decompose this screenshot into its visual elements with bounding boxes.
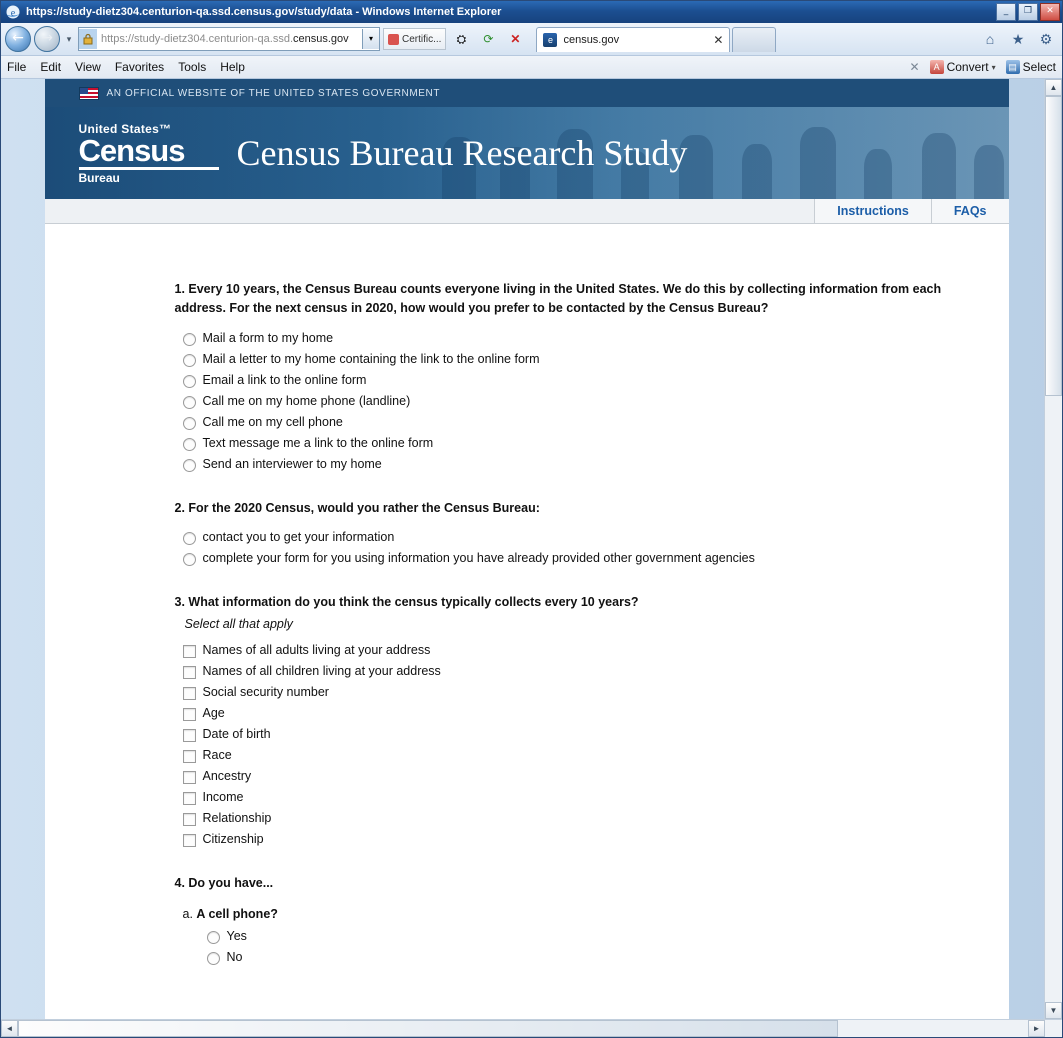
radio-icon[interactable] (183, 333, 196, 346)
horizontal-scroll-track[interactable] (18, 1020, 1028, 1037)
question-1-option-7[interactable] (183, 455, 1009, 473)
command-bar (910, 60, 1056, 74)
select-icon: ▤ (1006, 60, 1020, 74)
web-page (45, 79, 1009, 1019)
page-viewport (1, 79, 1044, 1019)
page-title: Census Bureau Research Study (236, 133, 688, 173)
checkbox-icon[interactable] (183, 666, 196, 679)
checkbox-icon[interactable] (183, 708, 196, 721)
checkbox-icon[interactable] (183, 687, 196, 700)
navbar-right-icons (978, 27, 1058, 51)
scroll-left-button[interactable]: ◄ (1, 1020, 18, 1037)
window-title: https://study-dietz304.centurion-qa.ssd.census.gov/study/data - Windows Internet Explorer (26, 6, 502, 18)
convert-label: Convert (946, 60, 989, 74)
question-3-option-3[interactable] (183, 683, 1009, 701)
vertical-scroll-track[interactable] (1045, 96, 1062, 1002)
address-bar[interactable] (78, 27, 380, 51)
menu-item-favorites[interactable]: Favorites (114, 60, 165, 74)
option-label: Names of all children living at your address (202, 663, 441, 678)
option-label: Date of birth (202, 726, 271, 741)
tab-close-icon[interactable]: ✕ (713, 32, 724, 47)
option-label: Send an interviewer to my home (202, 456, 382, 471)
question-1-option-1[interactable] (183, 329, 1009, 347)
government-banner-text: AN OFFICIAL WEBSITE OF THE UNITED STATES GOVERNMENT (106, 87, 441, 99)
question-3-option-10[interactable] (183, 830, 1009, 848)
checkbox-icon[interactable] (183, 729, 196, 742)
select-label: Select (1022, 60, 1056, 74)
option-label: Names of all adults living at your address (202, 642, 431, 657)
svg-text:e: e (10, 8, 16, 19)
question-2 (175, 499, 1009, 567)
radio-icon[interactable] (183, 375, 196, 388)
tab-strip (536, 27, 776, 52)
option-label: Income (202, 789, 244, 804)
lock-icon (79, 29, 97, 49)
command-close-icon[interactable]: ✕ (909, 60, 920, 74)
option-label: Citizenship (202, 831, 264, 846)
radio-icon[interactable] (183, 438, 196, 451)
question-3-option-2[interactable] (183, 662, 1009, 680)
menu-item-view[interactable]: View (75, 60, 101, 74)
title-bar (1, 1, 1062, 23)
scrollbar-corner (1045, 1020, 1062, 1037)
radio-icon[interactable] (183, 553, 196, 566)
checkbox-icon[interactable] (183, 813, 196, 826)
option-label: Mail a form to my home (202, 330, 334, 345)
question-4 (175, 874, 1009, 966)
question-3-option-1[interactable] (183, 641, 1009, 659)
question-1-option-6[interactable] (183, 434, 1009, 452)
back-button[interactable]: ← (5, 26, 31, 52)
question-1-title: 1. Every 10 years, the Census Bureau counts everyone living in the United States. We do this by collecting information from each address. For the next census in 2020, how would you prefer to be contacted by the Census Bureau? (174, 282, 942, 316)
question-3-subtitle: Select all that apply (184, 616, 293, 631)
question-4a-option-yes[interactable] (207, 927, 1009, 945)
census-bureau-logo (79, 123, 219, 184)
option-label: Mail a letter to my home containing the link to the online form (202, 351, 540, 366)
option-label: Yes (226, 928, 247, 943)
logo-line-bureau: Bureau (78, 170, 120, 185)
window-controls (996, 3, 1060, 21)
checkbox-icon[interactable] (183, 750, 196, 763)
menu-item-edit[interactable]: Edit (40, 60, 62, 74)
question-3-title: 3. What information do you think the census typically collects every 10 years? (174, 595, 639, 610)
certificate-icon (388, 34, 399, 45)
radio-icon[interactable] (183, 354, 196, 367)
question-3-option-9[interactable] (183, 809, 1009, 827)
tab-label: census.gov (563, 33, 620, 46)
select-button[interactable] (1006, 60, 1056, 74)
question-4a-letter: a. (182, 906, 193, 921)
logo-line-united-states: United States™ (78, 121, 172, 136)
convert-icon: A (930, 60, 944, 74)
option-label: No (226, 949, 243, 964)
question-3 (175, 593, 1009, 847)
question-2-option-1[interactable] (183, 528, 1009, 546)
option-label: Email a link to the online form (202, 372, 367, 387)
convert-caret-icon[interactable]: ▾ (991, 62, 996, 72)
logo-line-census: Census (79, 135, 219, 170)
radio-icon[interactable] (183, 459, 196, 472)
certificate-label: Certific... (402, 33, 442, 45)
site-hero (45, 107, 1009, 199)
option-label: Ancestry (202, 768, 252, 783)
favorites-icon[interactable]: ★ (1011, 30, 1025, 47)
refresh-icon[interactable]: ⟳ (483, 32, 494, 46)
radio-icon[interactable] (183, 396, 196, 409)
radio-icon[interactable] (207, 952, 220, 965)
padlock-glyph (83, 33, 93, 45)
question-1-option-4[interactable] (183, 392, 1009, 410)
vertical-scrollbar[interactable] (1044, 79, 1062, 1019)
address-text[interactable] (97, 33, 362, 45)
address-domain: census.gov (293, 33, 349, 45)
question-2-title: 2. For the 2020 Census, would you rather the Census Bureau: (174, 500, 540, 515)
question-3-option-7[interactable] (183, 767, 1009, 785)
checkbox-icon[interactable] (183, 792, 196, 805)
question-1-option-2[interactable] (183, 350, 1009, 368)
us-flag-icon (79, 87, 99, 100)
question-3-option-4[interactable] (183, 704, 1009, 722)
tab-favicon-icon: e (543, 33, 557, 47)
vertical-scroll-thumb[interactable] (1045, 96, 1062, 396)
checkbox-icon[interactable] (183, 771, 196, 784)
question-4a-options (199, 927, 1009, 966)
option-label: complete your form for you using information you have already provided other government agencies (202, 551, 755, 566)
option-label: Social security number (202, 684, 329, 699)
question-3-option-8[interactable] (183, 788, 1009, 806)
question-1 (175, 280, 1009, 473)
horizontal-scroll-thumb[interactable] (18, 1020, 838, 1037)
scroll-up-button[interactable]: ▲ (1045, 79, 1062, 96)
option-label: Text message me a link to the online form (202, 435, 434, 450)
convert-button[interactable] (930, 60, 996, 74)
tools-gear-icon[interactable]: ⚙ (1039, 30, 1053, 47)
forward-button[interactable]: → (34, 26, 60, 52)
option-label: contact you to get your information (202, 530, 395, 545)
scroll-right-button[interactable]: ► (1028, 1020, 1045, 1037)
nav-tab-faqs[interactable]: FAQs (931, 199, 1009, 223)
question-2-option-2[interactable] (183, 549, 1009, 567)
question-3-option-5[interactable] (183, 725, 1009, 743)
minimize-button[interactable]: _ (996, 3, 1016, 21)
option-label: Age (202, 705, 225, 720)
question-1-option-3[interactable] (183, 371, 1009, 389)
site-nav-tabs (45, 199, 1009, 224)
new-tab-button[interactable] (732, 27, 776, 52)
menu-item-help[interactable]: Help (220, 60, 245, 74)
option-label: Relationship (202, 810, 272, 825)
scroll-down-button[interactable]: ▼ (1045, 1002, 1062, 1019)
horizontal-scrollbar[interactable] (1, 1019, 1062, 1037)
option-label: Race (202, 747, 232, 762)
option-label: Call me on my cell phone (202, 414, 343, 429)
checkbox-icon[interactable] (183, 645, 196, 658)
question-4a-text: A cell phone? (196, 906, 278, 921)
maximize-button[interactable]: ❐ (1018, 3, 1038, 21)
question-3-option-6[interactable] (183, 746, 1009, 764)
question-4a-title (183, 907, 1009, 921)
question-4a-option-no[interactable] (207, 948, 1009, 966)
checkbox-icon[interactable] (183, 834, 196, 847)
radio-icon[interactable] (207, 931, 220, 944)
radio-icon[interactable] (183, 417, 196, 430)
menu-bar (1, 56, 1062, 79)
compatibility-view-icon[interactable]: ⛭ (456, 31, 467, 46)
government-banner (45, 79, 1009, 107)
nav-tab-instructions[interactable]: Instructions (814, 199, 931, 223)
survey-form (45, 224, 1009, 966)
option-label: Call me on my home phone (landline) (202, 393, 411, 408)
tab-census-gov[interactable] (536, 27, 730, 52)
internet-explorer-icon (5, 4, 21, 20)
navigation-bar (1, 23, 1062, 56)
question-4-title: 4. Do you have... (174, 875, 274, 890)
close-button[interactable]: ✕ (1040, 3, 1060, 21)
menu-item-tools[interactable]: Tools (178, 60, 207, 74)
menu-item-file[interactable]: File (7, 60, 27, 74)
stop-icon[interactable]: ✕ (510, 32, 521, 46)
certificate-chip[interactable] (383, 28, 446, 50)
radio-icon[interactable] (183, 532, 196, 545)
history-dropdown-icon[interactable]: ▾ (66, 33, 72, 44)
question-1-option-5[interactable] (183, 413, 1009, 431)
address-prefix: https://study-dietz304.centurion-qa.ssd. (101, 33, 293, 45)
content-area (1, 79, 1062, 1019)
home-icon[interactable]: ⌂ (985, 31, 995, 47)
address-dropdown-icon[interactable]: ▾ (362, 29, 379, 49)
